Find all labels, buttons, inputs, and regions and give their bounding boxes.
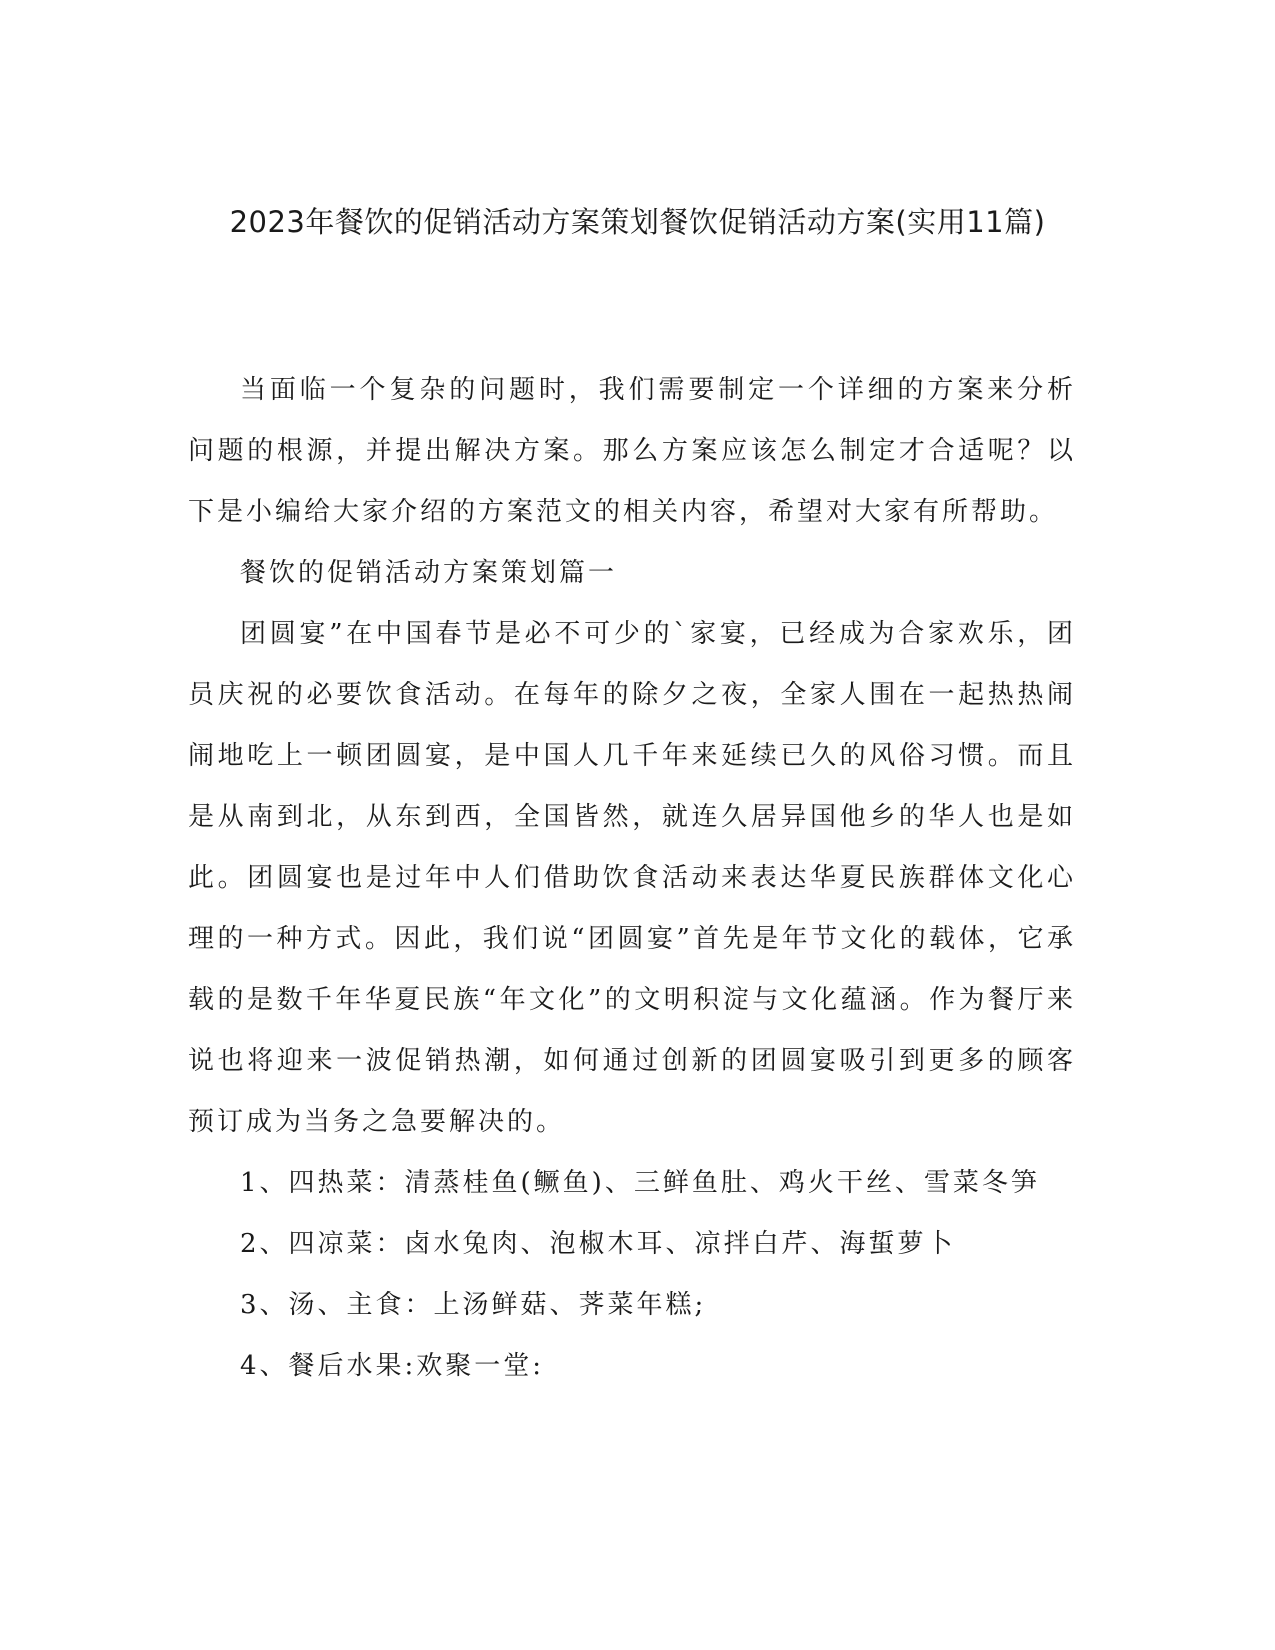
body-paragraph: 团圆宴”在中国春节是必不可少的`家宴，已经成为合家欢乐，团员庆祝的必要饮食活动。在每年的除夕之夜，全家人围在一起热热闹闹地吃上一顿团圆宴，是中国人几千年来延续已久的风俗习惯。而且是从南到北，从东到西，全国皆然，就连久居异国他乡的华人也是如此。团圆宴也是过年中人们借助饮食活动来表达华夏民族群体文化心理的一种方式。因此，我们说“团圆宴”首先是年节文化的载体，它承载的是数千年华夏民族“年文化”的文明积淀与文化蕴涵。作为餐厅来说也将迎来一波促销热潮，如何通过创新的团圆宴吸引到更多的顾客预订成为当务之急要解决的。 bbox=[188, 619, 1076, 1137]
list-item-cold-dishes: 2、四凉菜：卤水兔肉、泡椒木耳、凉拌白芹、海蜇萝卜 bbox=[240, 1229, 956, 1259]
list-item-hot-dishes: 1、四热菜：清蒸桂鱼(鳜鱼)、三鲜鱼肚、鸡火干丝、雪菜冬笋 bbox=[240, 1168, 1040, 1198]
document-title: 2023年餐饮的促销活动方案策划餐饮促销活动方案(实用11篇) bbox=[229, 205, 1046, 239]
document-body bbox=[188, 360, 1076, 1397]
intro-paragraph: 当面临一个复杂的问题时，我们需要制定一个详细的方案来分析问题的根源，并提出解决方案。那么方案应该怎么制定才合适呢？以下是小编给大家介绍的方案范文的相关内容，希望对大家有所帮助。 bbox=[188, 375, 1076, 527]
section-heading: 餐饮的促销活动方案策划篇一 bbox=[240, 558, 618, 588]
list-item-fruit: 4、餐后水果:欢聚一堂: bbox=[240, 1351, 545, 1381]
list-item-soup-staple: 3、汤、主食：上汤鲜菇、荠菜年糕; bbox=[240, 1290, 707, 1320]
